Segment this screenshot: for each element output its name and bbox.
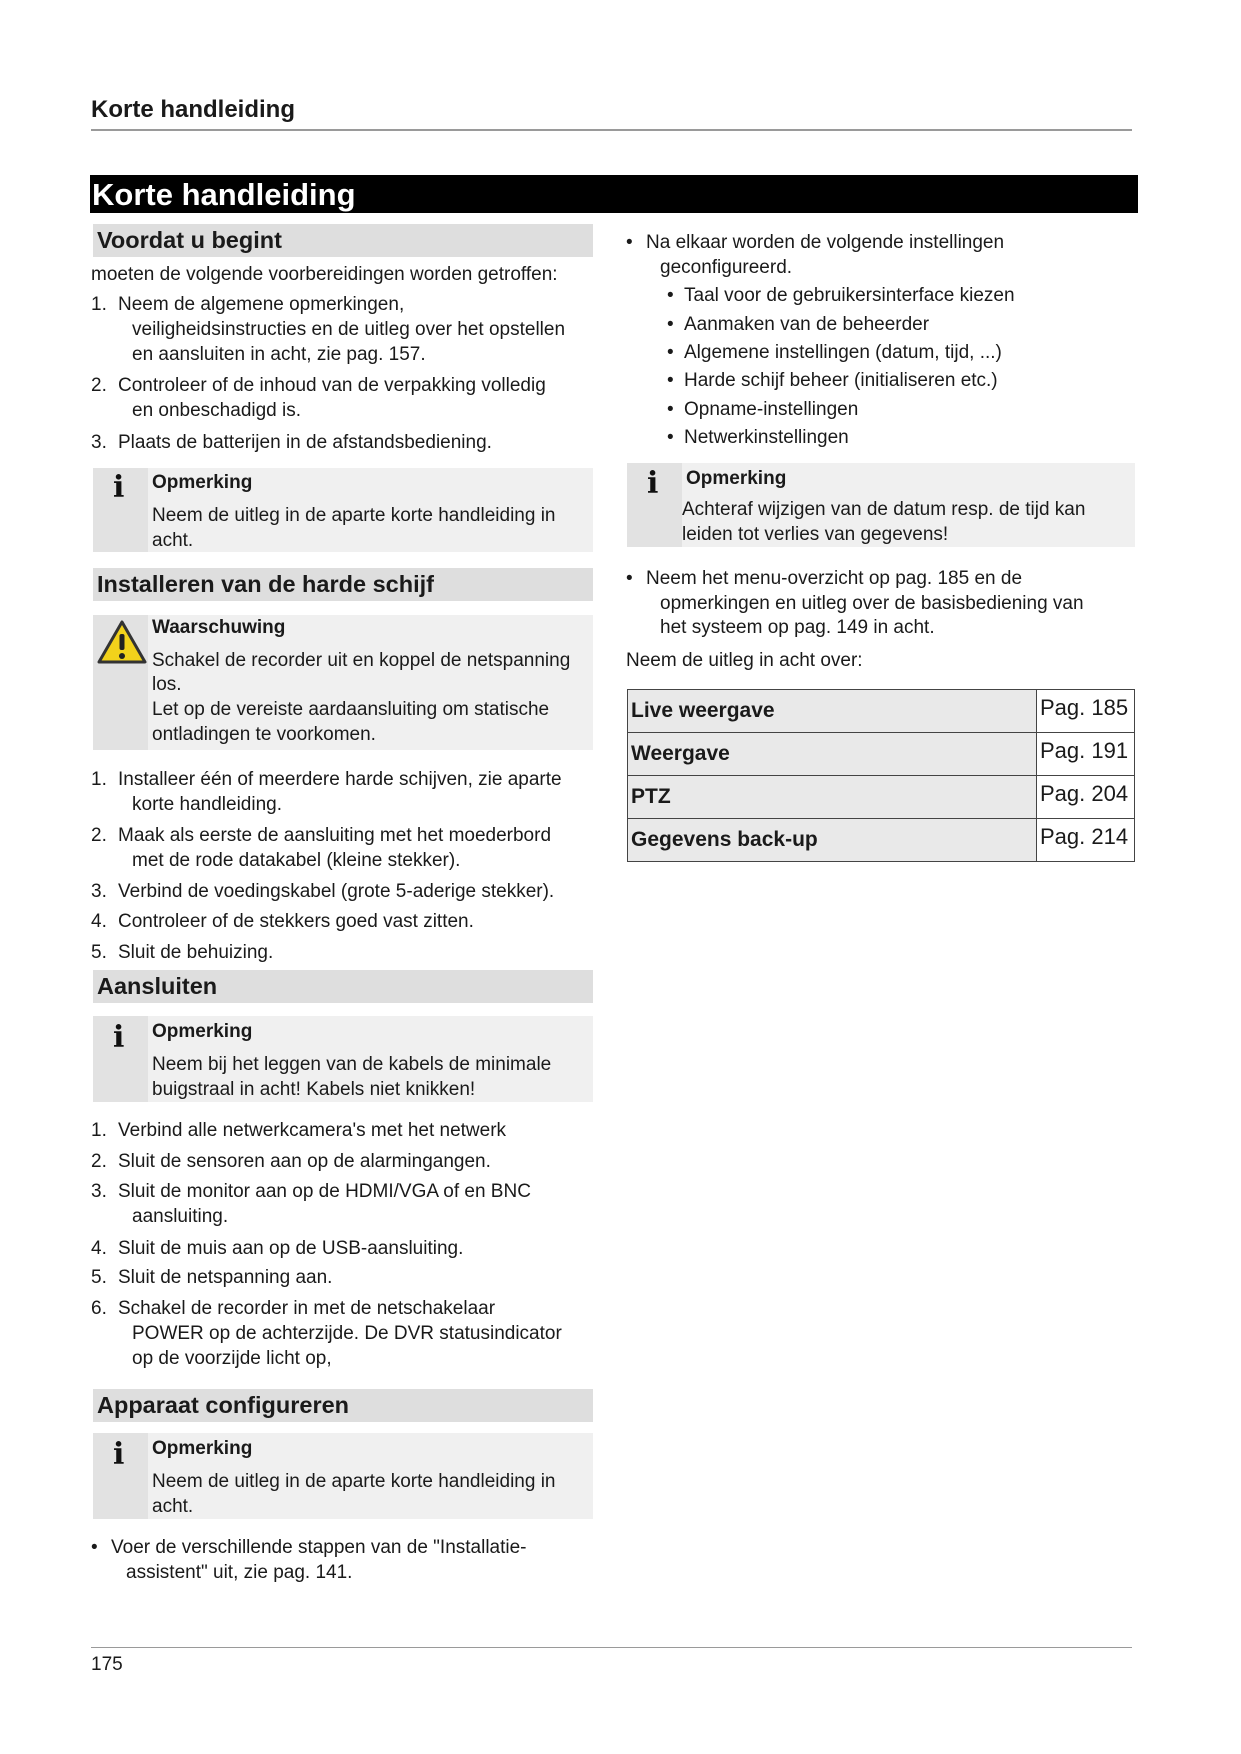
- running-header: Korte handleiding: [91, 96, 295, 123]
- note-text: leiden tot verlies van gegevens!: [682, 524, 949, 545]
- note-text: Neem de uitleg in de aparte korte handleiding in: [152, 505, 556, 526]
- table-cell-page: Pag. 214: [1037, 819, 1135, 862]
- sub-bullet-text: Algemene instellingen (datum, tijd, ...): [684, 342, 1002, 363]
- step-number: 3.: [91, 881, 107, 902]
- step-number: 2.: [91, 825, 107, 846]
- section-heading-before-start: [93, 224, 593, 257]
- section-heading-install-hdd: [93, 568, 593, 601]
- table-cell-label: Weergave: [628, 733, 1037, 776]
- intro-text: moeten de volgende voorbereidingen worden getroffen:: [91, 264, 558, 285]
- info-icon: i: [113, 1437, 125, 1472]
- note-text: Achteraf wijzigen van de datum resp. de tijd kan: [682, 499, 1086, 520]
- step-text: Verbind de voedingskabel (grote 5-aderige stekker).: [118, 881, 555, 902]
- section-title: Installeren van de harde schijf: [97, 571, 434, 597]
- step-text: Schakel de recorder in met de netschakelaar: [118, 1298, 496, 1319]
- step-text: op de voorzijde licht op,: [132, 1348, 332, 1369]
- sub-bullet-marker: •: [667, 314, 674, 335]
- warning-text: ontladingen te voorkomen.: [152, 724, 376, 745]
- step-text: Controleer of de inhoud van de verpakking volledig: [118, 375, 546, 396]
- note-text: acht.: [152, 530, 194, 551]
- chapter-title: Korte handleiding: [92, 177, 356, 212]
- section-title: Voordat u begint: [97, 227, 282, 253]
- step-number: 1.: [91, 1120, 107, 1141]
- step-text: Neem de algemene opmerkingen,: [118, 294, 405, 315]
- table-cell-label: PTZ: [628, 776, 1037, 819]
- step-number: 2.: [91, 375, 107, 396]
- note-title: Opmerking: [686, 468, 787, 489]
- step-number: 2.: [91, 1151, 107, 1172]
- sub-bullet-text: Netwerkinstellingen: [684, 427, 849, 448]
- section-title: Apparaat configureren: [97, 1392, 350, 1418]
- table-row: [628, 819, 1135, 862]
- note-text: acht.: [152, 1496, 194, 1517]
- bullet-text: opmerkingen en uitleg over de basisbediening van: [660, 593, 1084, 614]
- step-text: met de rode datakabel (kleine stekker).: [132, 850, 461, 871]
- step-number: 5.: [91, 1267, 107, 1288]
- step-number: 3.: [91, 1181, 107, 1202]
- step-text: korte handleiding.: [132, 794, 282, 815]
- step-text: POWER op de achterzijde. De DVR statusindicator: [132, 1323, 562, 1344]
- bullet-text: het systeem op pag. 149 in acht.: [660, 617, 935, 638]
- note-title: Opmerking: [152, 1021, 253, 1042]
- header-rule: [91, 129, 1132, 131]
- step-text: en onbeschadigd is.: [132, 400, 302, 421]
- step-number: 1.: [91, 294, 107, 315]
- bullet-text: Neem het menu-overzicht op pag. 185 en de: [646, 568, 1023, 589]
- step-text: Sluit de behuizing.: [118, 942, 274, 963]
- warning-text: Schakel de recorder uit en koppel de netspanning: [152, 650, 571, 671]
- table-row: [628, 733, 1135, 776]
- step-text: Sluit de monitor aan op de HDMI/VGA of en BNC: [118, 1181, 531, 1202]
- note-text: Neem de uitleg in de aparte korte handleiding in: [152, 1471, 556, 1492]
- section-heading-configure: [93, 1389, 593, 1422]
- sub-bullet-marker: •: [667, 285, 674, 306]
- step-text: aansluiting.: [132, 1206, 229, 1227]
- step-text: Verbind alle netwerkcamera's met het netwerk: [118, 1120, 507, 1141]
- table-cell-page: Pag. 185: [1037, 690, 1135, 733]
- note-text: Neem bij het leggen van de kabels de minimale: [152, 1054, 552, 1075]
- step-text: Controleer of de stekkers goed vast zitten.: [118, 911, 474, 932]
- note-title: Opmerking: [152, 472, 253, 493]
- step-number: 4.: [91, 911, 107, 932]
- footer-rule: [91, 1647, 1132, 1648]
- step-number: 5.: [91, 942, 107, 963]
- warning-text: los.: [152, 674, 182, 695]
- step-number: 4.: [91, 1238, 107, 1259]
- sub-bullet-text: Harde schijf beheer (initialiseren etc.): [684, 370, 998, 391]
- observe-text: Neem de uitleg in acht over:: [626, 650, 863, 671]
- bullet-marker: •: [91, 1537, 98, 1558]
- sub-bullet-marker: •: [667, 370, 674, 391]
- step-text: Installeer één of meerdere harde schijven, zie aparte: [118, 769, 562, 790]
- warning-text: Let op de vereiste aardaansluiting om statische: [152, 699, 550, 720]
- step-text: Sluit de muis aan op de USB-aansluiting.: [118, 1238, 464, 1259]
- step-text: Plaats de batterijen in de afstandsbediening.: [118, 432, 492, 453]
- bullet-marker: •: [626, 568, 633, 589]
- table-row: [628, 776, 1135, 819]
- chapter-title-bar: [90, 175, 1138, 213]
- note-title: Opmerking: [152, 1438, 253, 1459]
- step-text: veiligheidsinstructies en de uitleg over het opstellen: [132, 319, 566, 340]
- sub-bullet-marker: •: [667, 427, 674, 448]
- step-text: en aansluiten in acht, zie pag. 157.: [132, 344, 426, 365]
- sub-bullet-text: Opname-instellingen: [684, 399, 859, 420]
- note-text: buigstraal in acht! Kabels niet knikken!: [152, 1079, 476, 1100]
- table-row: [628, 690, 1135, 733]
- step-text: Sluit de sensoren aan op de alarmingangen.: [118, 1151, 491, 1172]
- bullet-marker: •: [626, 232, 633, 253]
- info-icon: i: [113, 1020, 125, 1055]
- step-text: Sluit de netspanning aan.: [118, 1267, 333, 1288]
- step-text: Maak als eerste de aansluiting met het moederbord: [118, 825, 552, 846]
- warning-title: Waarschuwing: [152, 617, 286, 638]
- sub-bullet-marker: •: [667, 399, 674, 420]
- table-cell-label: Live weergave: [628, 690, 1037, 733]
- sub-bullet-text: Taal voor de gebruikersinterface kiezen: [684, 285, 1015, 306]
- page-number: 175: [91, 1654, 123, 1675]
- step-number: 6.: [91, 1298, 107, 1319]
- warning-triangle-icon: [96, 619, 148, 665]
- step-number: 3.: [91, 432, 107, 453]
- table-cell-label: Gegevens back-up: [628, 819, 1037, 862]
- sub-bullet-text: Aanmaken van de beheerder: [684, 314, 930, 335]
- bullet-text: assistent" uit, zie pag. 141.: [126, 1562, 353, 1583]
- info-icon: i: [647, 466, 659, 501]
- sub-bullet-marker: •: [667, 342, 674, 363]
- step-number: 1.: [91, 769, 107, 790]
- bullet-text: Voer de verschillende stappen van de "Installatie-: [111, 1537, 527, 1558]
- section-heading-connect: [93, 970, 593, 1003]
- section-title: Aansluiten: [97, 973, 218, 999]
- info-icon: i: [113, 470, 125, 505]
- bullet-text: geconfigureerd.: [660, 257, 793, 278]
- bullet-text: Na elkaar worden de volgende instellingen: [646, 232, 1005, 253]
- reference-table: [627, 689, 1135, 862]
- table-cell-page: Pag. 191: [1037, 733, 1135, 776]
- table-cell-page: Pag. 204: [1037, 776, 1135, 819]
